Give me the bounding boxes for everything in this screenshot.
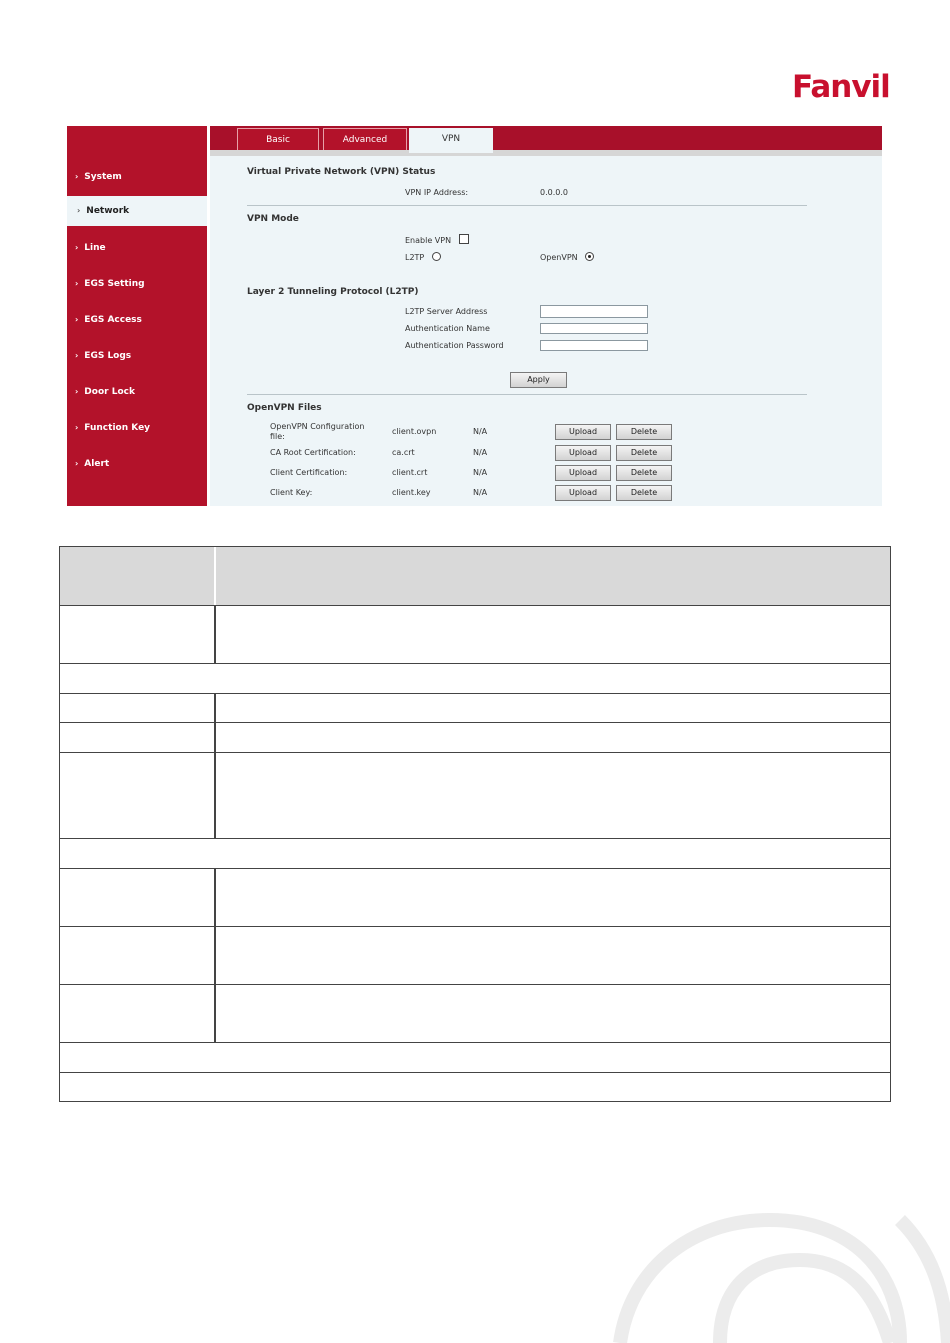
enable-vpn-checkbox[interactable] — [459, 234, 469, 244]
chevron-right-icon: › — [75, 315, 79, 324]
ca-root-label: CA Root Certification: — [270, 448, 356, 457]
vpn-mode-heading: VPN Mode — [247, 214, 299, 224]
l2tp-heading: Layer 2 Tunneling Protocol (L2TP) — [247, 287, 419, 297]
upload-button[interactable]: Upload — [555, 424, 611, 440]
apply-button[interactable]: Apply — [510, 372, 567, 388]
table-section-row — [60, 1073, 890, 1101]
openvpn-config-label: OpenVPN Configuration — [270, 422, 365, 431]
auth-name-input[interactable] — [540, 323, 648, 334]
sidebar-item-line[interactable]: › Line — [75, 243, 106, 253]
l2tp-radio-label: L2TP — [405, 253, 425, 262]
chevron-right-icon: › — [75, 351, 79, 360]
sidebar-header — [67, 126, 207, 156]
auth-name-label: Authentication Name — [405, 324, 490, 333]
upload-button[interactable]: Upload — [555, 445, 611, 461]
ca-root-filename: ca.crt — [392, 448, 415, 457]
table-row — [60, 723, 890, 753]
openvpn-config-filename: client.ovpn — [392, 427, 437, 436]
fanvil-logo: Fanvil — [792, 69, 890, 105]
client-key-label: Client Key: — [270, 488, 313, 497]
vpn-status-heading: Virtual Private Network (VPN) Status — [247, 167, 436, 177]
chevron-right-icon: › — [77, 206, 81, 215]
divider — [247, 394, 807, 395]
ca-root-status: N/A — [473, 448, 488, 457]
client-cert-status: N/A — [473, 468, 488, 477]
openvpn-radio-label: OpenVPN — [540, 253, 578, 262]
openvpn-radio[interactable] — [585, 252, 594, 261]
sidebar-item-system[interactable]: › System — [75, 172, 122, 182]
chevron-right-icon: › — [75, 243, 79, 252]
delete-button[interactable]: Delete — [616, 445, 672, 461]
chevron-right-icon: › — [75, 172, 79, 181]
table-header-row — [60, 547, 890, 606]
openvpn-config-label-cont: file: — [270, 432, 285, 441]
chevron-right-icon: › — [75, 387, 79, 396]
delete-button[interactable]: Delete — [616, 485, 672, 501]
sidebar-item-network[interactable]: › Network — [67, 196, 207, 226]
sidebar-item-egs-setting[interactable]: › EGS Setting — [75, 279, 145, 289]
auth-password-label: Authentication Password — [405, 341, 504, 350]
client-cert-label: Client Certification: — [270, 468, 348, 477]
openvpn-config-status: N/A — [473, 427, 488, 436]
l2tp-radio[interactable] — [432, 252, 441, 261]
upload-button[interactable]: Upload — [555, 465, 611, 481]
table-row — [60, 869, 890, 927]
delete-button[interactable]: Delete — [616, 424, 672, 440]
sidebar-item-function-key[interactable]: › Function Key — [75, 423, 151, 433]
web-ui-screenshot — [67, 126, 882, 506]
chevron-right-icon: › — [75, 459, 79, 468]
table-section-row — [60, 839, 890, 869]
table-section-row — [60, 664, 890, 694]
table-section-row — [60, 1043, 890, 1073]
table-row — [60, 694, 890, 723]
chevron-right-icon: › — [75, 423, 79, 432]
l2tp-server-label: L2TP Server Address — [405, 307, 488, 316]
enable-vpn-label: Enable VPN — [405, 236, 452, 245]
delete-button[interactable]: Delete — [616, 465, 672, 481]
chevron-right-icon: › — [75, 279, 79, 288]
vpn-ip-label: VPN IP Address: — [405, 188, 469, 197]
sidebar — [67, 126, 207, 506]
auth-password-input[interactable] — [540, 340, 648, 351]
client-key-filename: client.key — [392, 488, 431, 497]
parameter-table — [59, 546, 891, 1102]
divider — [247, 205, 807, 206]
sidebar-item-door-lock[interactable]: › Door Lock — [75, 387, 135, 397]
client-cert-filename: client.crt — [392, 468, 428, 477]
sidebar-item-alert[interactable]: › Alert — [75, 459, 110, 469]
table-row — [60, 753, 890, 839]
table-row — [60, 606, 890, 664]
l2tp-server-input[interactable] — [540, 305, 648, 318]
sidebar-divider — [207, 126, 210, 506]
sidebar-item-egs-logs[interactable]: › EGS Logs — [75, 351, 132, 361]
tab-advanced[interactable]: Advanced — [323, 128, 407, 150]
openvpn-files-heading: OpenVPN Files — [247, 403, 322, 413]
sidebar-item-egs-access[interactable]: › EGS Access — [75, 315, 142, 325]
table-row — [60, 985, 890, 1043]
watermark-icon — [600, 1160, 950, 1343]
tab-vpn[interactable]: VPN — [409, 128, 493, 153]
vpn-ip-value: 0.0.0.0 — [540, 188, 568, 197]
upload-button[interactable]: Upload — [555, 485, 611, 501]
table-row — [60, 927, 890, 985]
tab-basic[interactable]: Basic — [237, 128, 319, 150]
client-key-status: N/A — [473, 488, 488, 497]
